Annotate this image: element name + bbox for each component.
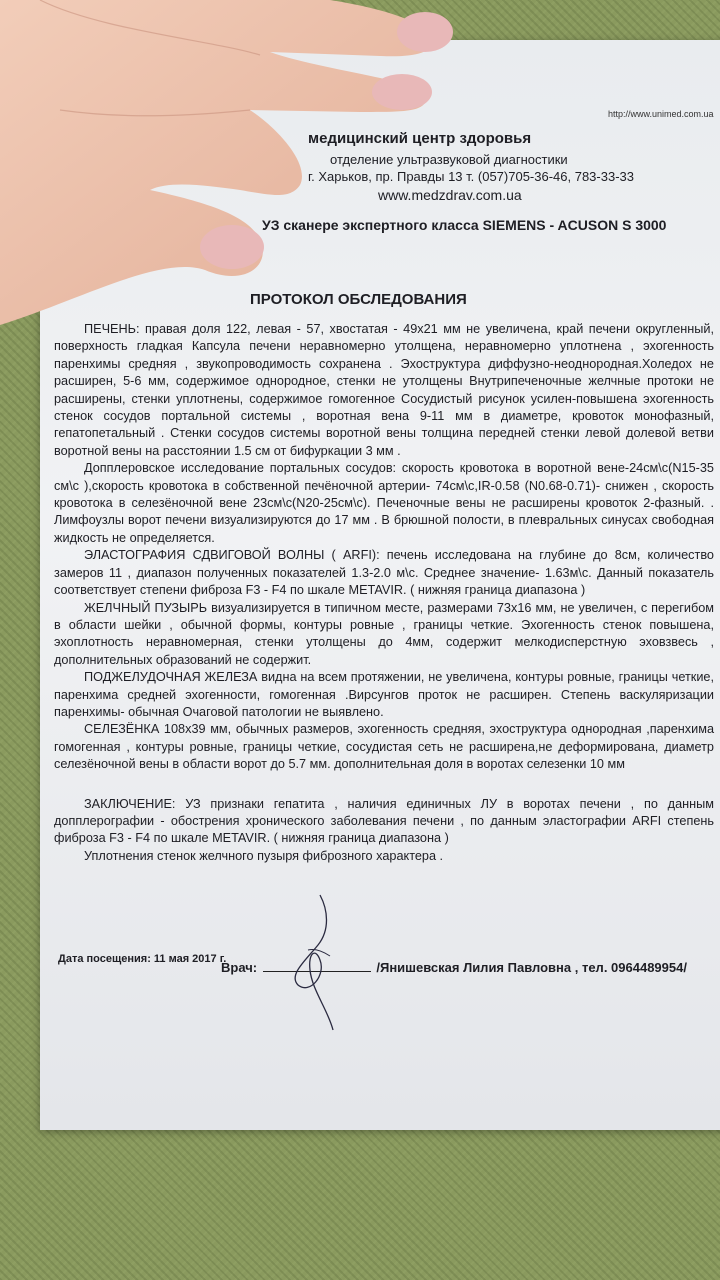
gallbladder-section: ЖЕЛЧНЫЙ ПУЗЫРЬ визуализируется в типичном месте, размерами 73х16 мм, не увеличен, с перегибом в области шейки , обычной формы, контуры ровные , границы четкие. Эхогенность стенок повышена, эхоплотность неравномерная, стенки утолщены до 4мм, содержит мелкодисперстную эховзвесь , дополнительных образований не содержит. — [54, 600, 714, 667]
handwritten-signature — [258, 890, 368, 1040]
clinic-address: г. Харьков, пр. Правды 13 т. (057)705-36-46, 783-33-33 — [308, 169, 634, 184]
department: отделение ультразвуковой диагностики — [330, 152, 568, 167]
spleen-section: СЕЛЕЗЁНКА 108х39 мм, обычных размеров, эхогенность средняя, эхоструктура однородная ,паренхима гомогенная , контуры ровные, границы четкие, сосудистая сеть не расширена,не деформирована, диаметр селезёночной вены в области ворот до 5.7 мм. дополнительная доля в воротах селезенки 10 мм — [54, 722, 714, 772]
clinic-name: медицинский центр здоровья — [308, 130, 532, 147]
scanner-model: УЗ сканере экспертного класса SIEMENS - ACUSON S 3000 — [262, 217, 667, 233]
visit-date: Дата посещения: 11 мая 2017 г. — [58, 953, 227, 965]
doctor-label: Врач: — [221, 960, 258, 975]
page-title: ПРОТОКОЛ ОБСЛЕДОВАНИЯ — [250, 291, 467, 308]
liver-section: ПЕЧЕНЬ: правая доля 122, левая - 57, хвостатая - 49х21 мм не увеличена, край печени округленный, поверхность гладкая Капсула печени неравномерно утолщена, неравномерно уплотнена , эхогенность паренхимы средняя , звукопроводимость сохранена . Эхоструктура диффузно-неоднородная.Холедох не расширен, 5-6 мм, содержимое однородное, стенки не утолщены Внутрипеченочные желчные протоки не расширены, стенки уплотнены, содержимое гомогенное Сосудистый рисунок усилен-повышена эхогенность стенок сосудов портальной системы , воротная вена 9-11 мм в диаметре, кровоток монофазный, гепатопетальный . Стенки сосудов системы воротной вены толщина передней стенки левой долевой ветви воротной вены на расстоянии 1.5 см от бифуркации 3 мм . — [54, 322, 714, 458]
doppler-section: Допплеровское исследование портальных сосудов: скорость кровотока в воротной вене-24см\с(N15-35 см\с ),скорость кровотока в собственной печёночной артерии- 74см\с,IR-0.58 (N0.68-0.71)- снижен , скорость кровотока в селезёночной вене 23см\с(N20-25см\с). Печеночные вены не расширены кровоток 2-фазный. . Лимфоузлы ворот печени визуализируются до 17 мм . В брюшной полости, в плевральных синусах свободная жидкость не определяется. — [54, 461, 714, 545]
index-nail — [397, 12, 453, 52]
clinic-website: www.medzdrav.com.ua — [378, 187, 522, 203]
header-url: http://www.unimed.com.ua — [608, 109, 714, 119]
pancreas-section: ПОДЖЕЛУДОЧНАЯ ЖЕЛЕЗА видна на всем протяжении, не увеличена, контуры ровные, границы четкие, паренхима средней эхогенности, гомогенная .Вирсунгов проток не расширен. Степень васкуляризации паренхимы- обычная Очаговой патологии не выявлено. — [54, 670, 714, 719]
conclusion-section: ЗАКЛЮЧЕНИЕ: УЗ признаки гепатита , наличия единичных ЛУ в воротах печени , по данным допплерографии - обострения хронического заболевания печени , по данным эластографии ARFI степень фиброза F3 - F4 по шкале METAVIR. ( нижняя граница диапазона ) — [54, 796, 714, 846]
middle-nail — [372, 74, 432, 110]
thumb-nail — [200, 225, 264, 269]
hand-photo — [0, 0, 470, 330]
elastography-section: ЭЛАСТОГРАФИЯ СДВИГОВОЙ ВОЛНЫ ( ARFI): печень исследована на глубине до 8см, количество замеров 11 , диапазон полученных показателей 1.3-2.0 м\с. Среднее значение- 1.63м\с. Данный показатель соответствует степени фиброза F3 - F4 по шкале METAVIR. ( нижняя граница диапазона ) — [54, 548, 714, 598]
conclusion-note: Уплотнения стенок желчного пузыря фиброзного характера . — [84, 848, 444, 863]
doctor-name: /Янишевская Лилия Павловна , тел. 0964489954/ — [376, 960, 687, 975]
protocol-body — [54, 321, 714, 865]
